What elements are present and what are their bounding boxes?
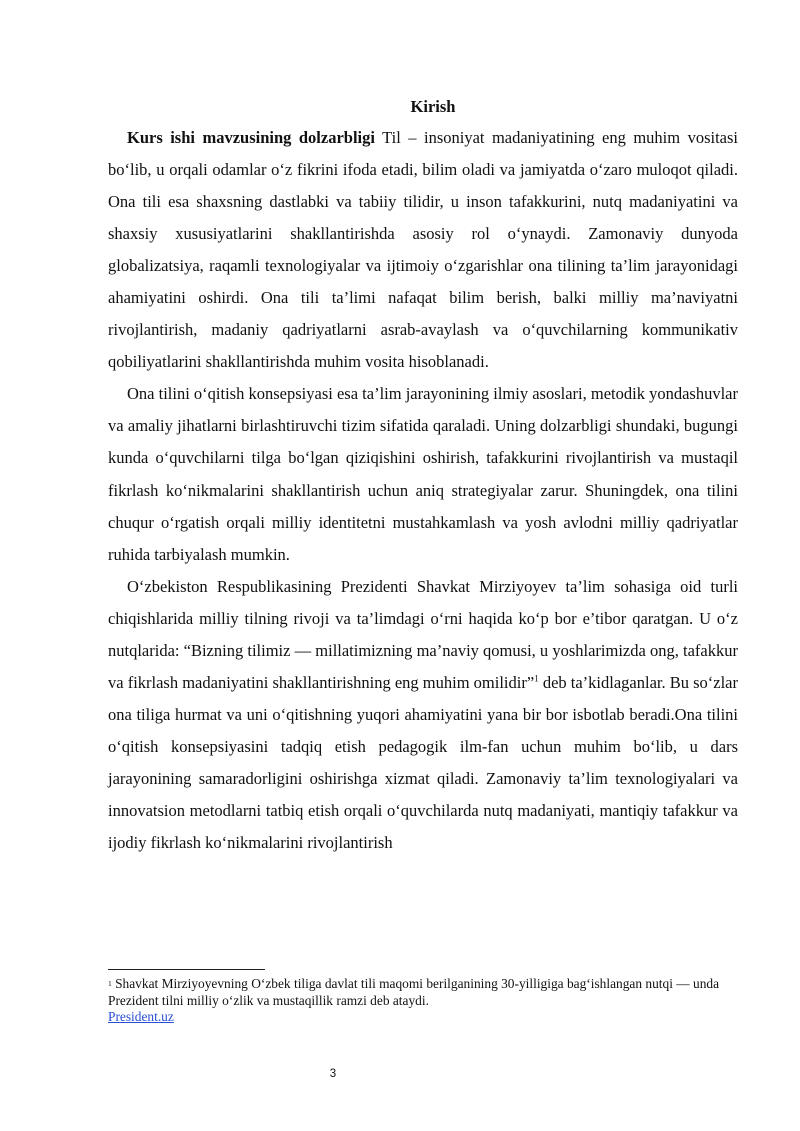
footnote-link[interactable]: President.uz: [108, 1009, 174, 1024]
paragraph-lead: Kurs ishi mavzusining dolzarbligi: [127, 128, 375, 147]
footnote-mark: 1: [108, 979, 112, 988]
footnote-separator: [108, 969, 265, 970]
paragraph-3-text-start: O‘zbekiston Respublikasining Prezidenti Shavkat Mirziyoyev ta’lim sohasiga oid turli chiqishlarida milliy tilning rivoji va ta’limdagi o‘rni haqida ko‘p bor e’tibor qaratgan. U o‘z nutqlarida: “Bizning tilimiz — millatimizning ma’naviy qomusi, u yoshlarimizda ong, tafakkur va fikrlash madaniyatini shakllantirishning eng muhim omilidir”: [108, 576, 738, 692]
paragraph-2: Ona tilini o‘qitish konsepsiyasi esa ta’lim jarayonining ilmiy asoslari, metodik yondashuvlar va amaliy jihatlarni birlashtiruvchi tizim sifatida qaraladi. Uning dolzarbligi shundaki, bugungi kunda o‘quvchilarni tilga bo‘lgan qiziqishini oshirish, tafakkurini rivojlantirish va mustaqil fikrlash ko‘nikmalarini shakllantirish uchun aniq strategiyalar zarur. Shuningdek, ona tilini chuqur o‘rgatish orqali milliy identitetni mustahkamlash va yosh avlodni milliy qadriyatlar ruhida tarbiyalash mumkin.: [108, 384, 738, 564]
paragraph-1: [108, 122, 738, 378]
footnote-reference[interactable]: 1: [534, 673, 539, 684]
footnote-text: Shavkat Mirziyoyevning O‘zbek tiliga davlat tili maqomi berilganining 30-yilligiga bag‘ishlangan nutqi — unda Prezident tilni milliy o‘zlik va mustaqillik ramzi deb ataydi.: [108, 976, 720, 1008]
section-heading: Kirish: [410, 97, 456, 116]
paragraph-1-text: Til – insoniyat madaniyatining eng muhim vositasi bo‘lib, u orqali odamlar o‘z fikrini ifoda etadi, bilim oladi va jamiyatda o‘zaro muloqot qiladi. Ona tili esa shaxsning dastlabki va tabiiy tilidir, u inson tafakkurini, nutq madaniyatini va shaxsiy xususiyatlarini shakllantirishda asosiy rol o‘ynaydi. Zamonaviy dunyoda globalizatsiya, raqamli texnologiyalar va ijtimoiy o‘zgarishlar ona tilining ta’lim jarayonidagi ahamiyatini oshirdi. Ona tili ta’limi nafaqat bilim berish, balki milliy ma’naviyatni rivojlantirish, madaniy qadriyatlarni asrab-avaylash va o‘quvchilarning kommunikativ qobiliyatlarini shakllantirishda muhim vosita hisoblanadi.: [108, 128, 738, 372]
footnote: [108, 976, 738, 1026]
paragraph-3: [108, 571, 738, 859]
body-text: [108, 122, 738, 859]
page-number: 3: [329, 1068, 337, 1080]
paragraph-3-text-end: deb ta’kidlaganlar. Bu so‘zlar ona tiliga hurmat va uni o‘qitishning yuqori ahamiyatini yana bir bor isbotlab beradi.Ona tilini o‘qitish konsepsiyasini tadqiq etish pedagogik ilm-fan uchun muhim bo‘lib, u dars jarayonining samaradorligini oshirishga xizmat qiladi. Zamonaviy ta’lim texnologiyalari va innovatsion metodlarni tatbiq etish orqali o‘quvchilarda nutq madaniyati, mantiqiy tafakkur va ijodiy fikrlash ko‘nikmalarini rivojlantirish: [108, 672, 738, 853]
